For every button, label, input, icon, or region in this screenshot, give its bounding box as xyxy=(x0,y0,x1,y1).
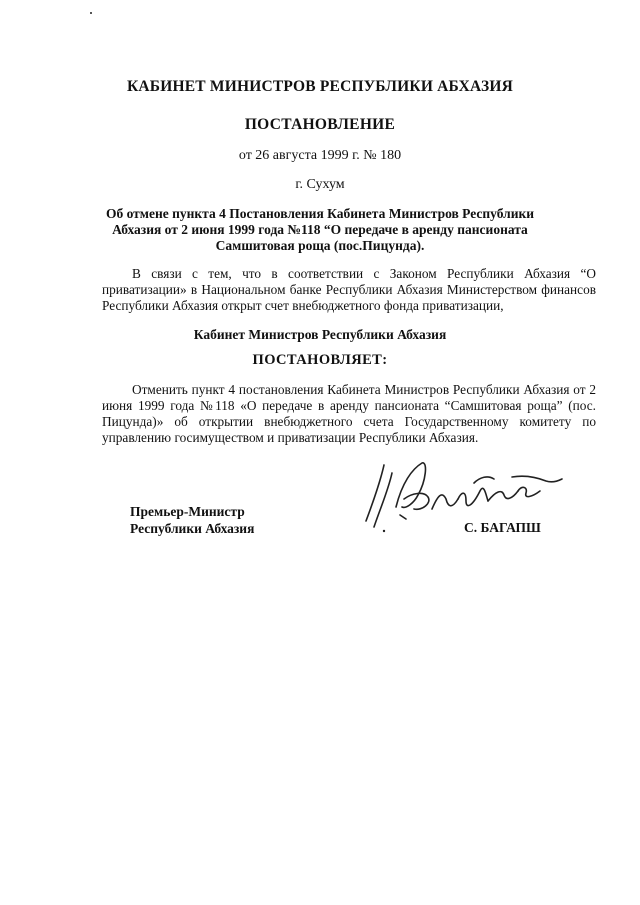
scan-speck xyxy=(90,12,92,14)
signatory-position xyxy=(130,503,254,537)
issuer-title: КАБИНЕТ МИНИСТРОВ РЕСПУБЛИКИ АБХАЗИЯ xyxy=(126,78,514,95)
decrees-heading: ПОСТАНОВЛЯЕТ: xyxy=(252,352,388,368)
decision-paragraph: Отменить пункт 4 постановления Кабинета Министров Республики Абхазия от 2 июня 1999 года №118 «О передаче в аренду пансионата “Самшитовая роща” (пос. Пицунда)» об открытии внебюджетного счета Государственному комитету по управлению госимуществом и приватизации Республики Абхазия. xyxy=(102,382,596,445)
document-type: ПОСТАНОВЛЕНИЕ xyxy=(244,116,396,133)
cabinet-line: Кабинет Министров Республики Абхазия xyxy=(193,327,447,342)
date-number-line: от 26 августа 1999 г. № 180 xyxy=(238,148,402,163)
preamble-paragraph: В связи с тем, что в соответствии с Законом Республики Абхазия “О приватизации» в Национальном банке Республики Абхазия Министерством финансов Республики Абхазия открыт счет внебюджетного фонда приватизации, xyxy=(102,266,596,313)
signatory-name: С. БАГАПШ xyxy=(464,520,541,535)
city-line: г. Сухум xyxy=(295,177,345,192)
subject-heading: Об отмене пункта 4 Постановления Кабинета Министров Республики Абхазия от 2 июня 1999 года №118 “О передаче в аренду пансионата Самшитовая роща (пос.Пицунда). xyxy=(105,206,535,253)
position-line-2: Республики Абхазия xyxy=(130,521,255,536)
position-line-1: Премьер-Министр xyxy=(130,504,245,519)
